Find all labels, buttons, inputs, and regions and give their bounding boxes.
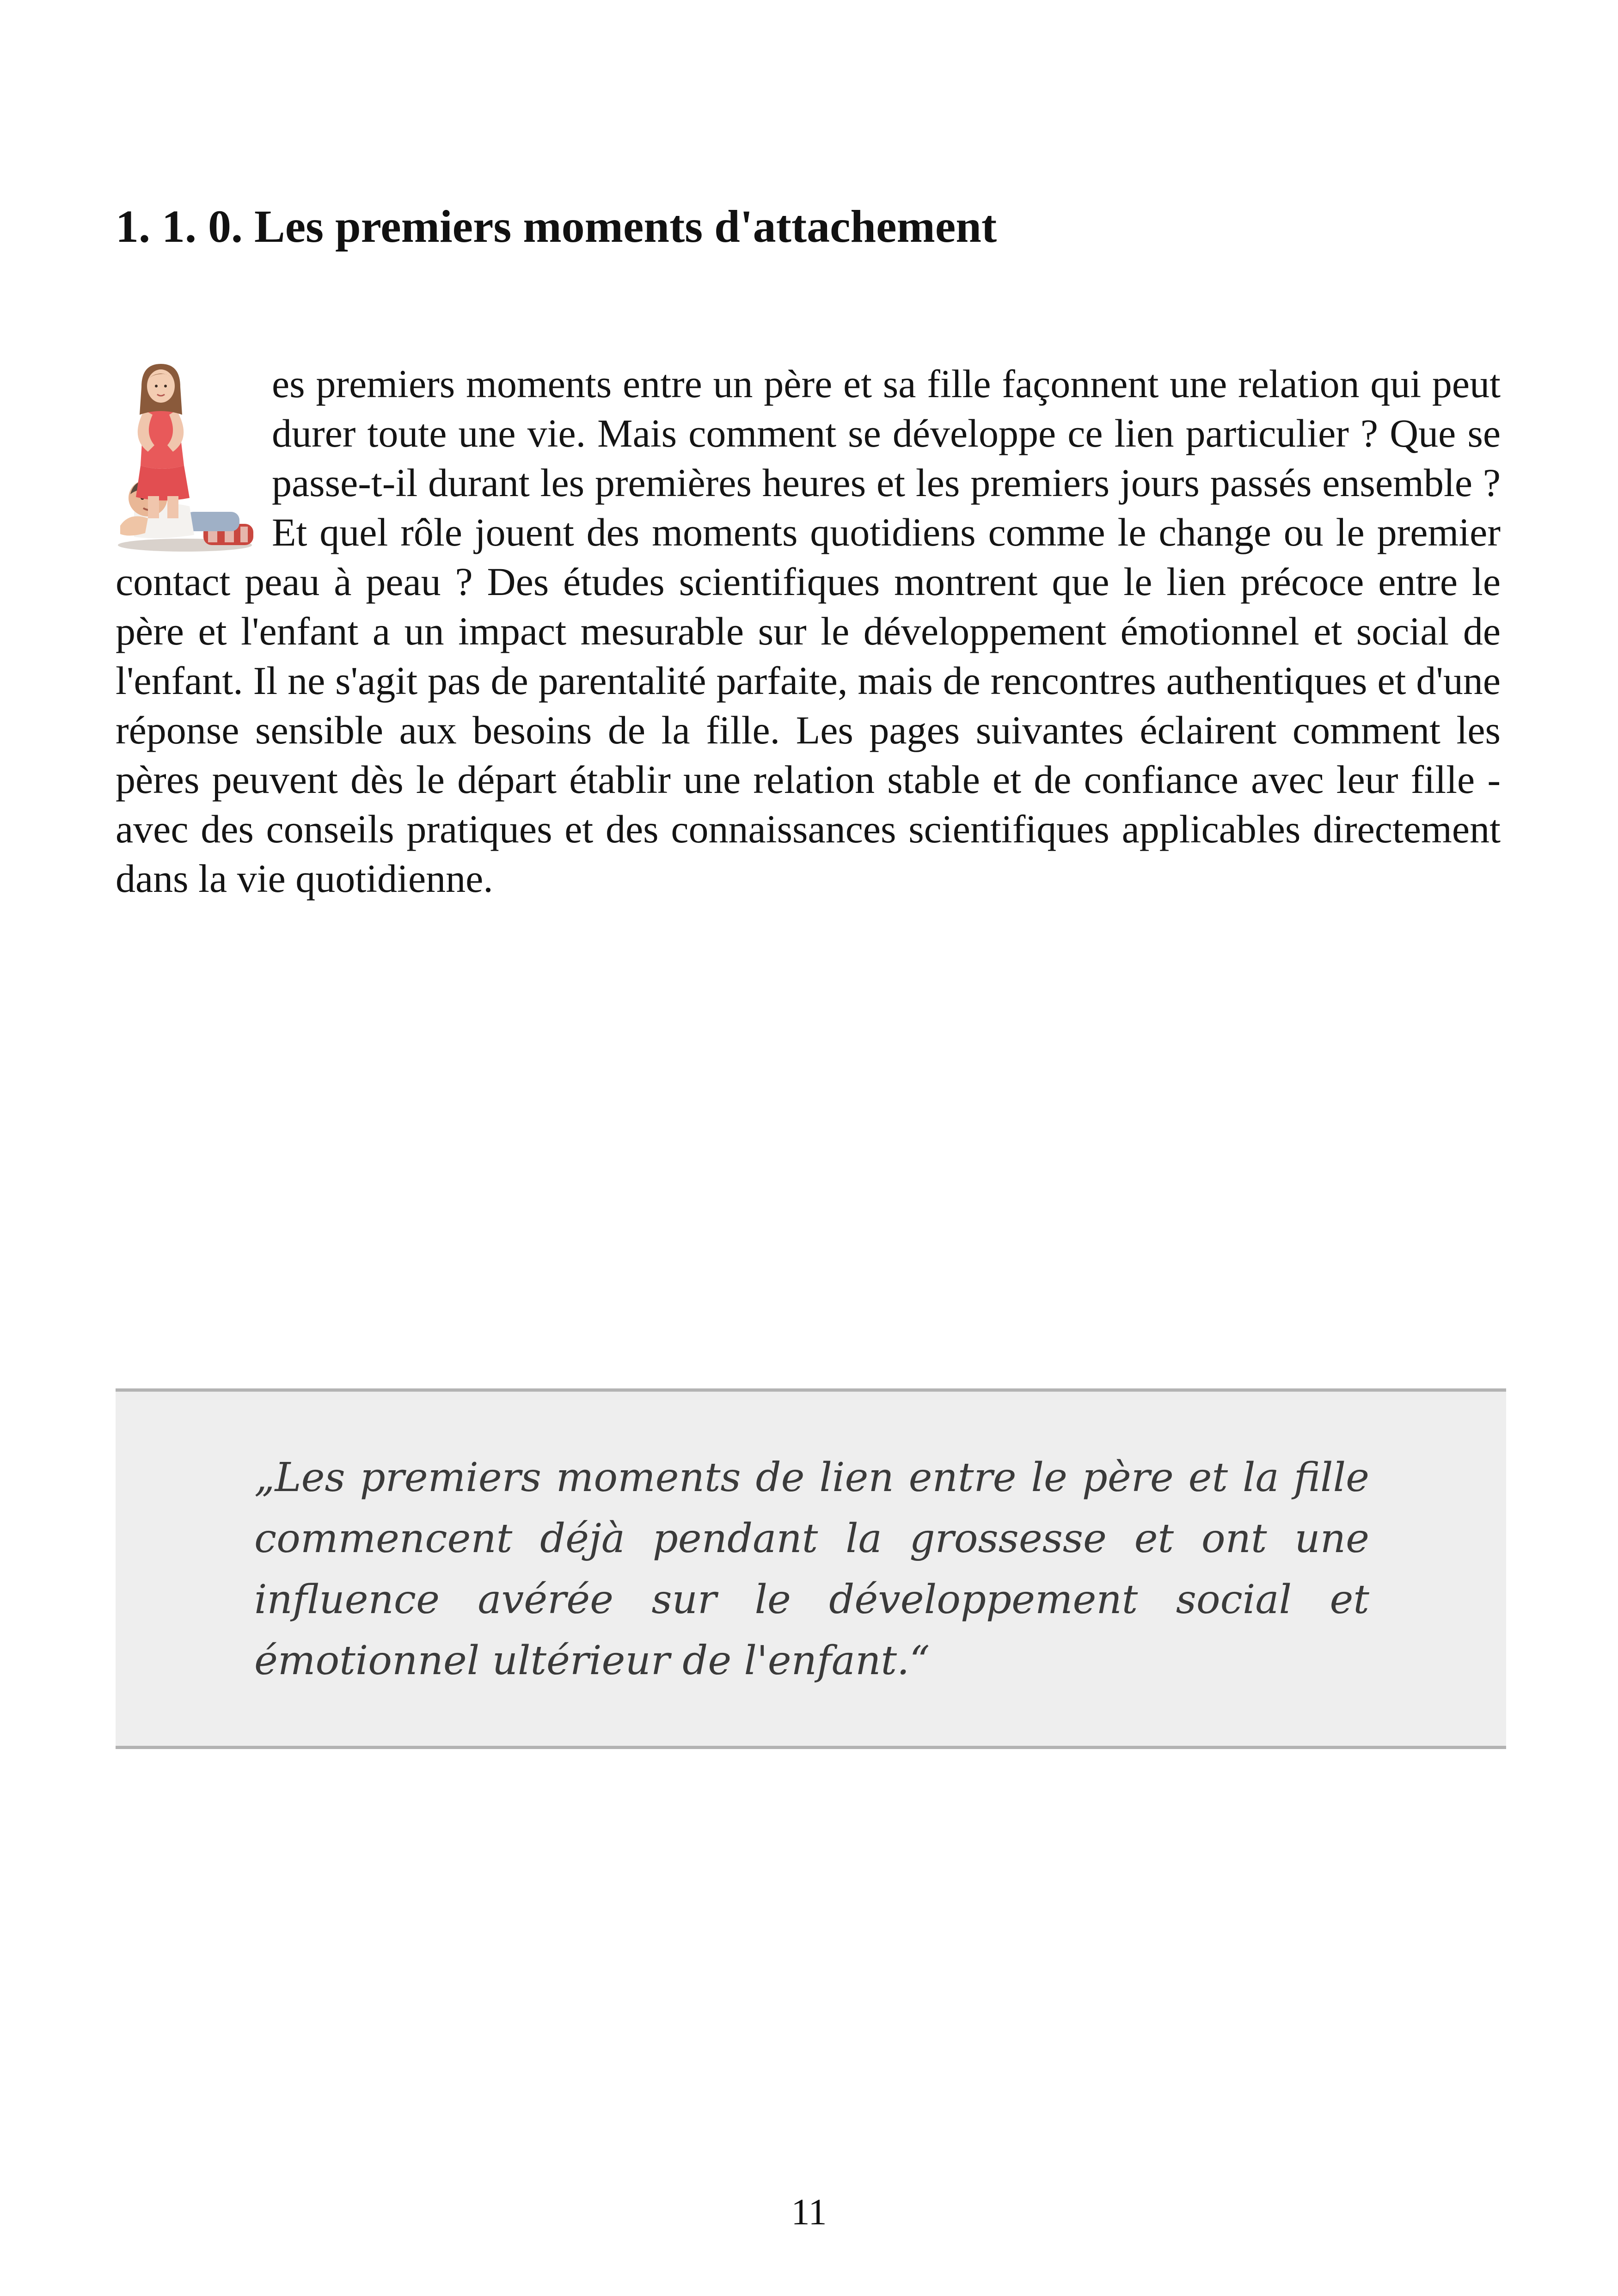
page-number: 11 [791,2192,827,2233]
father-daughter-illustration [116,359,255,553]
dropcap-photo [116,359,255,553]
section-heading: 1. 1. 0. Les premiers moments d'attachement [116,201,997,252]
pull-quote-text: „Les premiers moments de lien entre le père et la fille commencent déjà pendant la grossesse et ont une influence avérée sur le développement social et émotionnel ultérieur de l'enfant.“ [254,1455,1369,1684]
father-jeans [185,512,239,531]
quote-box [116,1388,1506,1749]
body-paragraph-text: es premiers moments entre un père et sa fille façonnent une relation qui peut durer toute une vie. Mais comment se développe ce lien particulier ? Que se passe-t-il durant les premières heures et les premiers jours passés ensemble ? Et quel rôle jouent des moments quotidiens comme le change ou le premier contact peau à peau ? Des études scientifiques montrent que le lien précoce entre le père et l'enfant a un impact mesurable sur le développement émotionnel et social de l'enfant. Il ne s'agit pas de parentalité parfaite, mais de rencontres authentiques et d'une réponse sensible aux besoins de la fille. Les pages suivantes éclairent comment les pères peuvent dès le départ établir une relation stable et de confiance avec leur fille - avec des conseils pratiques et des connaissances scientifiques applicables directement dans la vie quotidienne. [116,362,1501,901]
girl-head [147,369,175,403]
body-paragraph-block [116,359,1501,903]
